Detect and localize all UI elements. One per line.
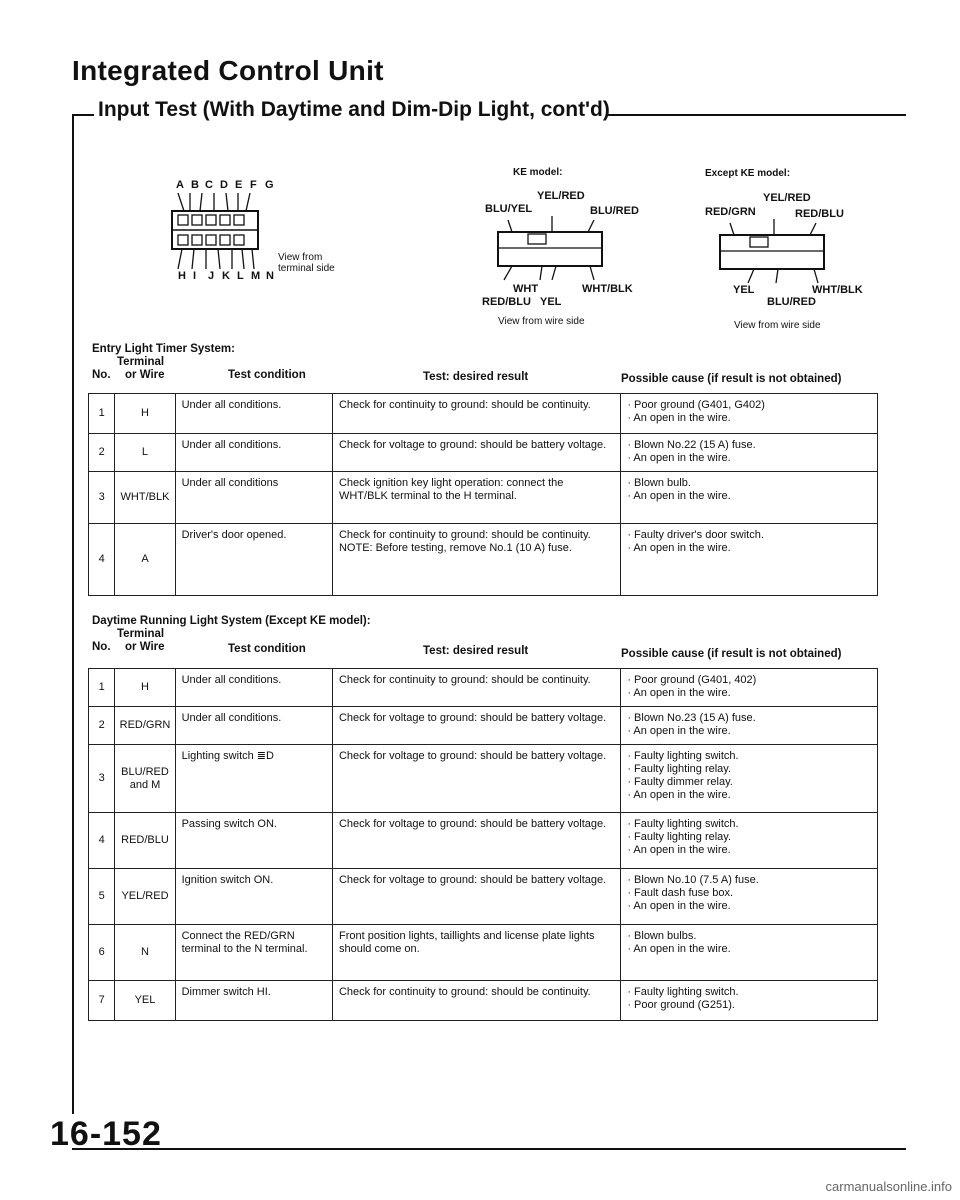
ke-model-heading: KE model: <box>513 167 563 178</box>
test-condition: Driver's door opened. <box>175 524 332 596</box>
possible-cause <box>621 745 878 813</box>
cause-item: · Faulty lighting relay. <box>627 831 732 843</box>
table-row <box>89 394 878 434</box>
terminal-wire: L <box>115 434 175 472</box>
column-header: or Wire <box>125 369 165 381</box>
cause-item: · Poor ground (G401, 402) <box>627 674 757 686</box>
wire-label: YEL/RED <box>537 190 585 202</box>
ke-view-label: View from wire side <box>498 316 585 327</box>
desired-result: Check for continuity to ground: should be continuity. <box>332 669 620 707</box>
wire-label: RED/GRN <box>705 206 756 218</box>
column-header: Test condition <box>228 643 306 655</box>
terminal-letter: M <box>251 270 261 282</box>
terminal-letter: N <box>266 270 274 282</box>
desired-result: Check for voltage to ground: should be battery voltage. <box>332 707 620 745</box>
possible-cause <box>621 813 878 869</box>
entry-test-table <box>88 393 878 596</box>
table-row <box>89 472 878 524</box>
row-number: 1 <box>89 669 115 707</box>
row-number: 6 <box>89 925 115 981</box>
cause-item: · Faulty lighting switch. <box>627 750 739 762</box>
possible-cause <box>621 434 878 472</box>
terminal-wire: A <box>115 524 175 596</box>
cause-item: · Faulty lighting switch. <box>627 818 739 830</box>
test-condition: Passing switch ON. <box>175 813 332 869</box>
terminal-wire: WHT/BLK <box>115 472 175 524</box>
column-header: Terminal <box>117 356 165 368</box>
row-number: 5 <box>89 869 115 925</box>
except-ke-connector-drawing <box>712 217 832 285</box>
terminal-wire: RED/GRN <box>115 707 175 745</box>
entry-section-heading: Entry Light Timer System: <box>92 343 235 355</box>
cause-item: · Faulty dimmer relay. <box>627 776 733 788</box>
possible-cause <box>621 981 878 1021</box>
table-row <box>89 869 878 925</box>
desired-result: Check for voltage to ground: should be battery voltage. <box>332 869 620 925</box>
possible-cause <box>621 707 878 745</box>
cause-item: · An open in the wire. <box>627 542 731 554</box>
column-header: Test: desired result <box>423 645 529 657</box>
test-condition: Ignition switch ON. <box>175 869 332 925</box>
desired-result: Check for voltage to ground: should be battery voltage. <box>332 434 620 472</box>
row-number: 2 <box>89 434 115 472</box>
ke-connector-drawing <box>490 214 610 282</box>
terminal-letter: C <box>205 179 213 191</box>
test-condition: Dimmer switch HI. <box>175 981 332 1021</box>
terminal-letter: E <box>235 179 243 191</box>
desired-result: Check for voltage to ground: should be battery voltage. <box>332 813 620 869</box>
terminal-wire: H <box>115 669 175 707</box>
page-number: 16-152 <box>50 1115 162 1153</box>
terminal-wire: YEL/RED <box>115 869 175 925</box>
terminal-letter: J <box>208 270 215 282</box>
test-condition: Connect the RED/GRN terminal to the N terminal. <box>175 925 332 981</box>
daytime-test-table <box>88 668 878 1021</box>
cause-item: · An open in the wire. <box>627 725 731 737</box>
column-header: Test condition <box>228 369 306 381</box>
cause-item: · Poor ground (G401, G402) <box>627 399 765 411</box>
cause-item: · Blown No.10 (7.5 A) fuse. <box>627 874 759 886</box>
row-number: 4 <box>89 813 115 869</box>
cause-item: · Blown bulb. <box>627 477 691 489</box>
cause-item: · An open in the wire. <box>627 452 731 464</box>
cause-item: · An open in the wire. <box>627 412 731 424</box>
wire-label: BLU/YEL <box>485 203 533 215</box>
desired-result: Check for voltage to ground: should be battery voltage. <box>332 745 620 813</box>
daytime-section-heading: Daytime Running Light System (Except KE model): <box>92 615 371 627</box>
desired-result: Front position lights, taillights and license plate lights should come on. <box>332 925 620 981</box>
wire-label: BLU/RED <box>590 205 639 217</box>
terminal-wire: RED/BLU <box>115 813 175 869</box>
table-row <box>89 981 878 1021</box>
column-header: Test: desired result <box>423 371 529 383</box>
table-row <box>89 707 878 745</box>
terminal-wire: N <box>115 925 175 981</box>
cause-item: · Fault dash fuse box. <box>627 887 734 899</box>
wire-label: YEL <box>540 296 562 308</box>
wire-label: YEL/RED <box>763 192 811 204</box>
bottom-rule <box>72 1148 906 1150</box>
table-row <box>89 434 878 472</box>
table-row <box>89 925 878 981</box>
wire-label: WHT <box>513 283 539 295</box>
column-header: or Wire <box>125 641 165 653</box>
terminal-letter: D <box>220 179 228 191</box>
terminal-wire: YEL <box>115 981 175 1021</box>
possible-cause <box>621 925 878 981</box>
possible-cause <box>621 394 878 434</box>
terminal-wire: BLU/RED and M <box>115 745 175 813</box>
possible-cause <box>621 524 878 596</box>
column-header: Possible cause (if result is not obtained) <box>621 373 842 385</box>
test-condition: Lighting switch ≣D <box>175 745 332 813</box>
possible-cause <box>621 472 878 524</box>
row-number: 1 <box>89 394 115 434</box>
row-number: 3 <box>89 745 115 813</box>
except-ke-view-label: View from wire side <box>734 320 821 331</box>
cause-item: · An open in the wire. <box>627 789 731 801</box>
test-condition: Under all conditions. <box>175 394 332 434</box>
test-condition: Under all conditions. <box>175 669 332 707</box>
test-condition: Under all conditions. <box>175 707 332 745</box>
cause-item: · An open in the wire. <box>627 490 731 502</box>
table-row <box>89 745 878 813</box>
cause-item: · Faulty driver's door switch. <box>627 529 764 541</box>
terminal-letter: A <box>176 179 184 191</box>
column-header: No. <box>92 369 111 381</box>
rule <box>72 114 74 1114</box>
row-number: 2 <box>89 707 115 745</box>
terminal-letter: L <box>237 270 244 282</box>
table-row <box>89 524 878 596</box>
terminal-letter: K <box>222 270 230 282</box>
subtitle-bar <box>72 98 906 128</box>
watermark: carmanualsonline.info <box>825 1179 952 1194</box>
row-number: 7 <box>89 981 115 1021</box>
terminal-wire: H <box>115 394 175 434</box>
connector-drawing <box>170 193 260 269</box>
terminal-letter: F <box>250 179 257 191</box>
terminal-letter: B <box>191 179 199 191</box>
wire-label: YEL <box>733 284 755 296</box>
possible-cause <box>621 669 878 707</box>
desired-result: Check for continuity to ground: should be continuity. NOTE: Before testing, remove No.1 (10 A) fuse. <box>332 524 620 596</box>
page-title: Integrated Control Unit <box>72 55 384 86</box>
rule <box>607 114 906 116</box>
column-header: Terminal <box>117 628 165 640</box>
wire-label: RED/BLU <box>482 296 531 308</box>
cause-item: · An open in the wire. <box>627 844 731 856</box>
column-header: Possible cause (if result is not obtained) <box>621 648 842 660</box>
terminal-letter: I <box>193 270 197 282</box>
cause-item: · Faulty lighting relay. <box>627 763 732 775</box>
wire-label: WHT/BLK <box>812 284 863 296</box>
desired-result: Check for continuity to ground: should be continuity. <box>332 981 620 1021</box>
terminal-letter: G <box>265 179 274 191</box>
cause-item: · Blown bulbs. <box>627 930 697 942</box>
test-condition: Under all conditions <box>175 472 332 524</box>
cause-item: · An open in the wire. <box>627 900 731 912</box>
rule <box>72 114 94 116</box>
terminal-letter: H <box>178 270 186 282</box>
row-number: 3 <box>89 472 115 524</box>
cause-item: · Poor ground (G251). <box>627 999 735 1011</box>
page-subtitle: Input Test (With Daytime and Dim-Dip Light, cont'd) <box>98 98 610 121</box>
test-condition: Under all conditions. <box>175 434 332 472</box>
table-row <box>89 669 878 707</box>
desired-result: Check ignition key light operation: connect the WHT/BLK terminal to the H terminal. <box>332 472 620 524</box>
wire-label: WHT/BLK <box>582 283 633 295</box>
cause-item: · Faulty lighting switch. <box>627 986 739 998</box>
desired-result: Check for continuity to ground: should be continuity. <box>332 394 620 434</box>
wire-label: BLU/RED <box>767 296 816 308</box>
cause-item: · Blown No.22 (15 A) fuse. <box>627 439 756 451</box>
table-row <box>89 813 878 869</box>
column-header: No. <box>92 641 111 653</box>
cause-item: · An open in the wire. <box>627 687 731 699</box>
row-number: 4 <box>89 524 115 596</box>
view-from-terminal-label: View from terminal side <box>278 252 335 274</box>
possible-cause <box>621 869 878 925</box>
cause-item: · An open in the wire. <box>627 943 731 955</box>
wire-label: RED/BLU <box>795 208 844 220</box>
except-ke-model-heading: Except KE model: <box>705 168 791 179</box>
cause-item: · Blown No.23 (15 A) fuse. <box>627 712 756 724</box>
